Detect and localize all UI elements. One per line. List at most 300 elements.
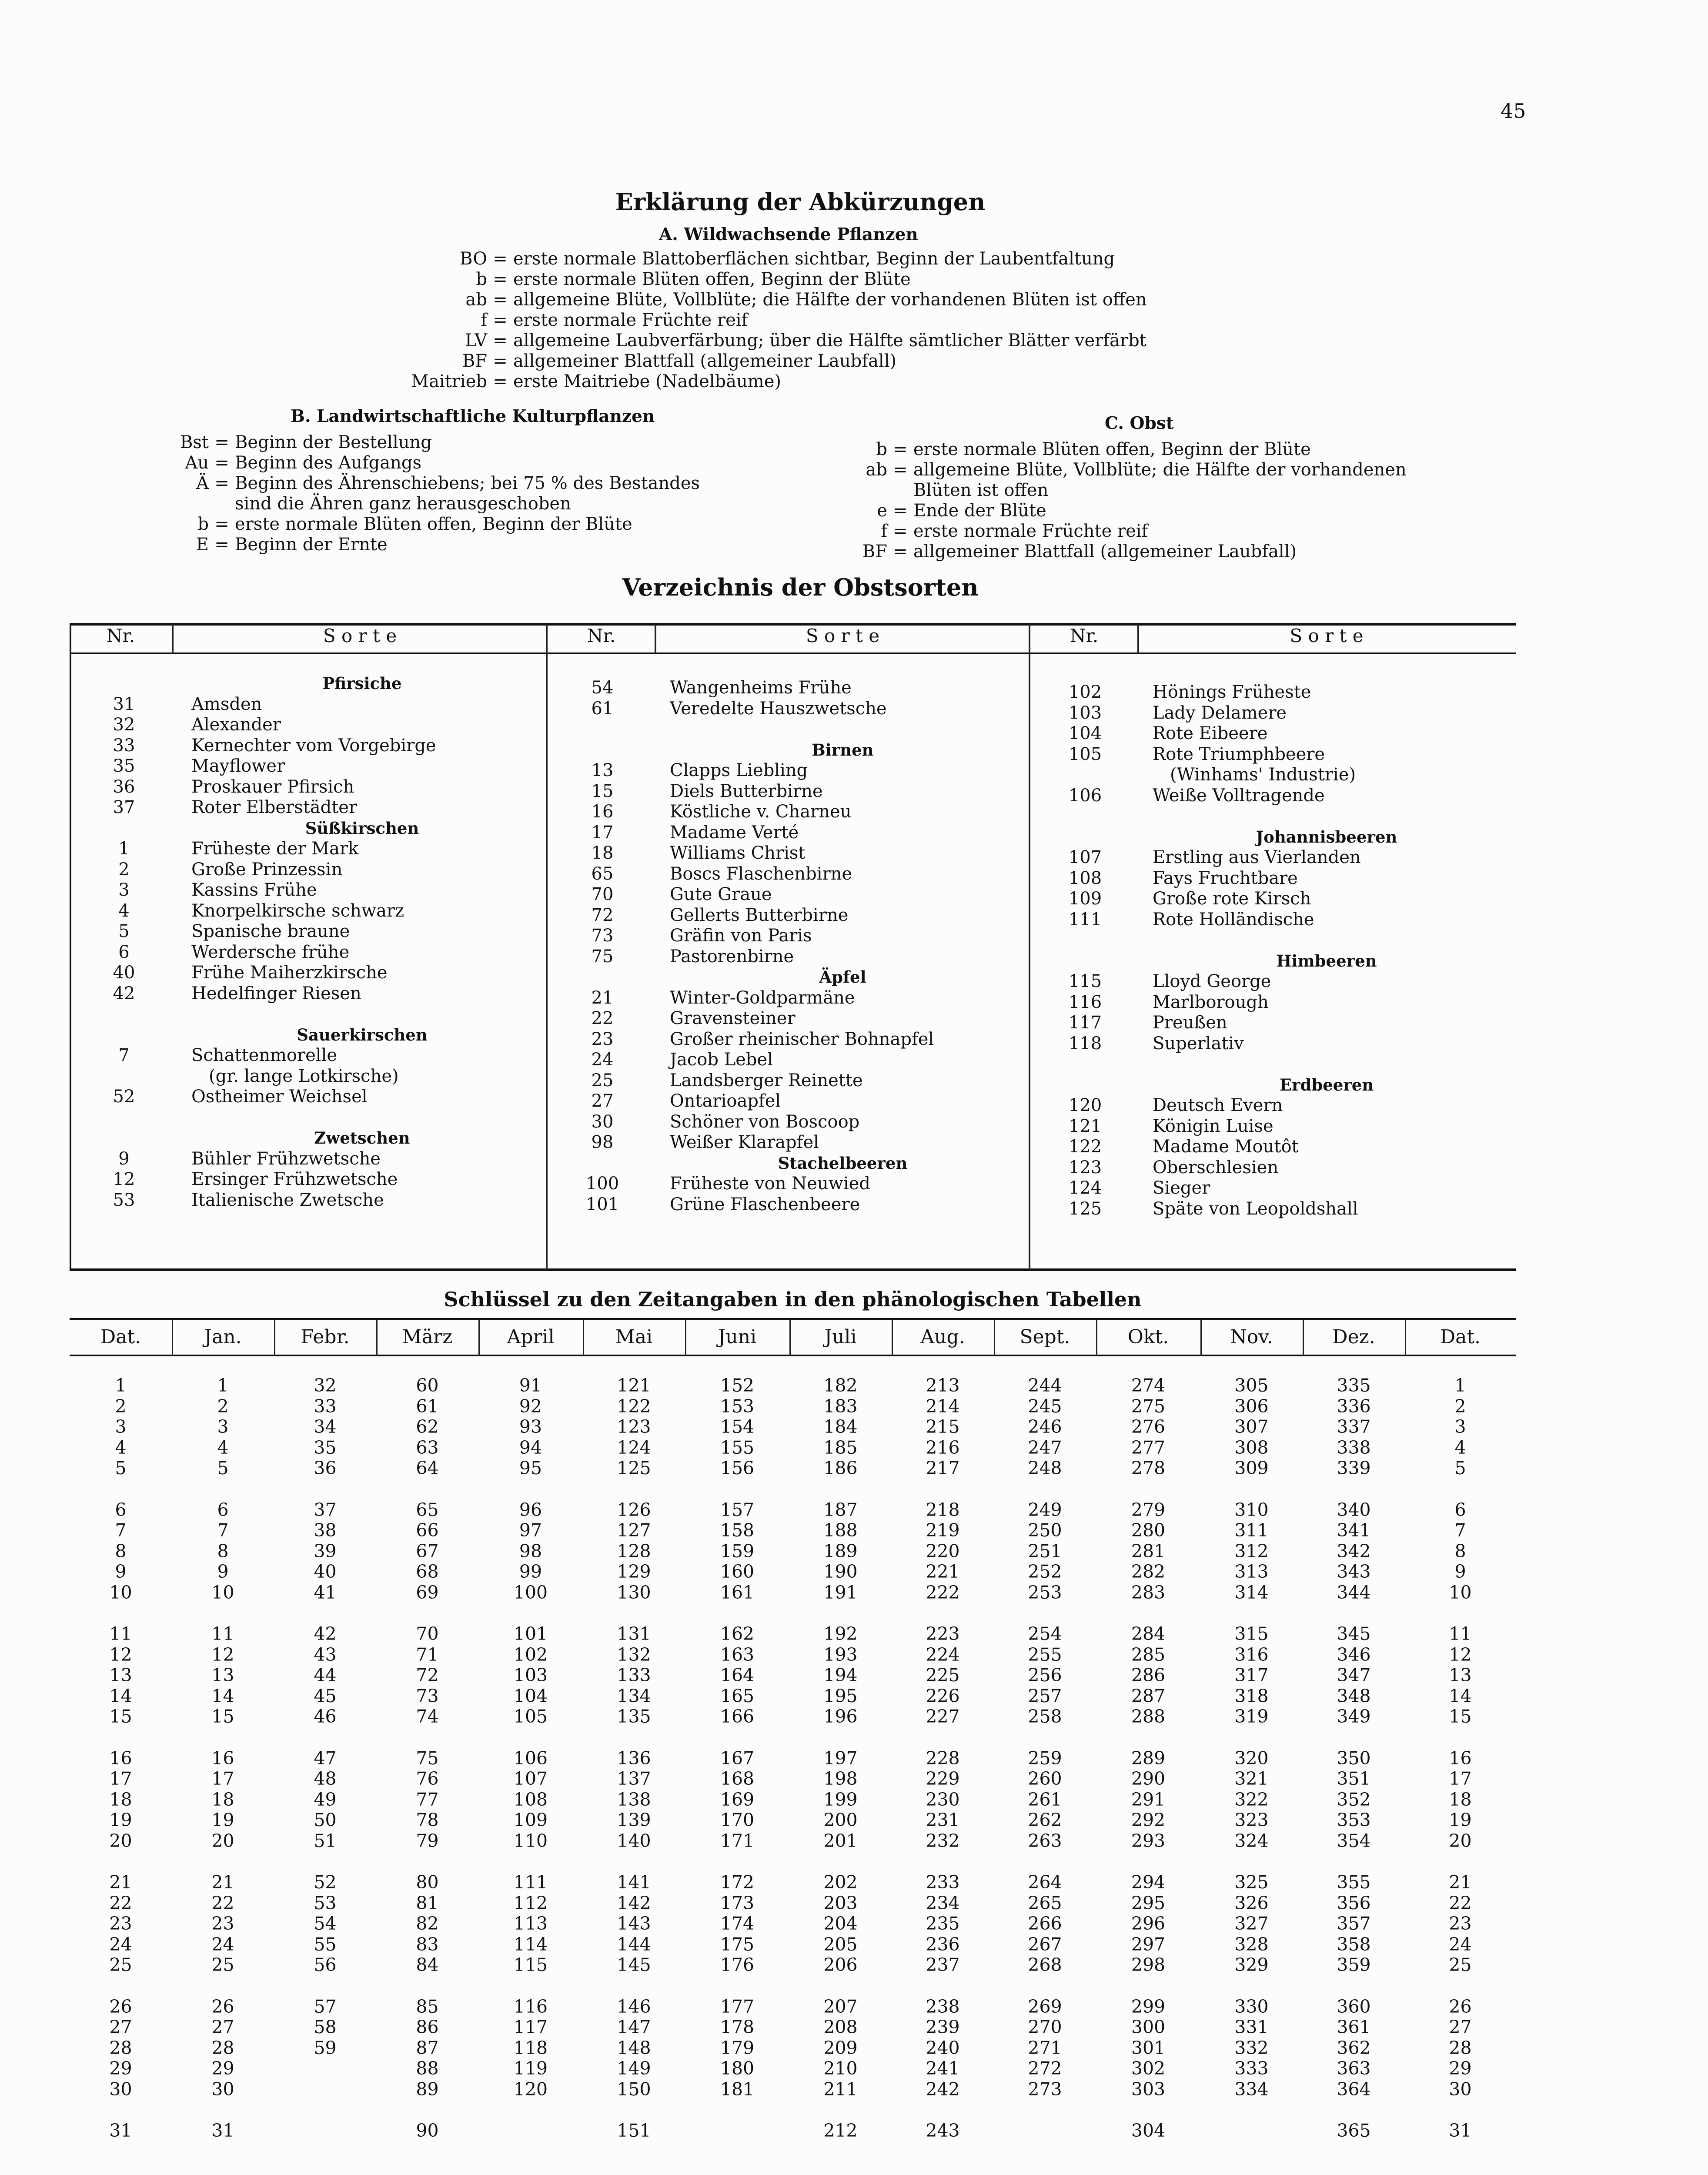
- variety-number: 42: [113, 983, 135, 1004]
- variety-name: Knorpelkirsche schwarz: [191, 900, 404, 921]
- key-table-header: Jan.: [204, 1326, 242, 1348]
- variety-name: Veredelte Hauszwetsche: [670, 698, 887, 719]
- variety-row: [548, 1071, 1029, 1091]
- key-table-header: Mai: [615, 1326, 653, 1348]
- key-table-cell: 25: [211, 1954, 234, 1975]
- key-table-cell: 271: [1028, 2037, 1062, 2058]
- key-table-cell: 360: [1337, 1996, 1371, 2017]
- key-table-cell: 296: [1131, 1913, 1166, 1934]
- key-table-cell: 246: [1028, 1416, 1062, 1437]
- key-table-cell: 208: [823, 2017, 858, 2038]
- abbreviation-text: erste normale Früchte reif: [513, 310, 748, 330]
- key-table-cell: 299: [1131, 1996, 1166, 2017]
- key-table-cell: 18: [211, 1789, 234, 1810]
- abbreviation-text: allgemeiner Blattfall (allgemeiner Laubfall): [513, 351, 897, 371]
- variety-name: Roter Elberstädter: [191, 797, 358, 817]
- key-table-cell: 45: [314, 1685, 337, 1707]
- variety-name: Rote Holländische: [1153, 909, 1314, 930]
- key-table-cell: 345: [1337, 1623, 1371, 1644]
- key-table-cell: 99: [519, 1561, 542, 1582]
- key-table-header: Okt.: [1127, 1326, 1169, 1348]
- variety-row: [548, 699, 1029, 719]
- variety-name: Ostheimer Weichsel: [191, 1087, 368, 1107]
- abbreviation-text: erste normale Blüten offen, Beginn der Blüte: [913, 439, 1311, 459]
- variety-number: 116: [1068, 992, 1102, 1012]
- variety-number: 36: [113, 776, 135, 797]
- variety-row: [1031, 1013, 1514, 1034]
- key-table-cell: 38: [314, 1520, 337, 1541]
- key-table-cell: 329: [1234, 1954, 1269, 1975]
- abbreviation-key: BF: [462, 351, 487, 371]
- key-table-cell: 64: [416, 1458, 439, 1479]
- variety-number: 16: [591, 802, 614, 822]
- variety-number: 2: [118, 859, 130, 880]
- key-table-cell: 213: [926, 1375, 960, 1396]
- key-table-cell: 216: [926, 1437, 960, 1458]
- key-table-cell: 195: [823, 1685, 858, 1707]
- key-table-cell: 16: [109, 1747, 132, 1769]
- variety-number: 101: [585, 1194, 619, 1215]
- variety-group-label: Johannisbeeren: [1256, 827, 1397, 847]
- variety-name: Kassins Frühe: [191, 880, 317, 900]
- key-table-cell: 13: [211, 1665, 234, 1686]
- key-table-cell: 260: [1028, 1768, 1062, 1789]
- variety-name: Marlborough: [1153, 992, 1269, 1012]
- key-table-cell: 184: [823, 1416, 858, 1437]
- key-table-title: Schlüssel zu den Zeitangaben in den phänologischen Tabellen: [444, 1288, 1142, 1311]
- variety-row: [1031, 992, 1514, 1013]
- key-table-cell: 26: [109, 1996, 132, 2017]
- key-table-cell: 67: [416, 1540, 439, 1562]
- key-table-cell: 101: [513, 1623, 548, 1644]
- key-table-cell: 273: [1028, 2078, 1062, 2100]
- variety-name: Späte von Leopoldshall: [1153, 1198, 1358, 1219]
- variety-name: Früheste der Mark: [191, 839, 359, 859]
- key-table-cell: 17: [211, 1768, 234, 1789]
- variety-name: Landsberger Reinette: [670, 1070, 863, 1091]
- variety-group-heading: [70, 673, 546, 694]
- equals-sign: =: [893, 542, 908, 562]
- key-table-cell: 336: [1337, 1395, 1371, 1417]
- key-table-cell: 328: [1234, 1934, 1269, 1955]
- key-table-cell: 90: [416, 2120, 439, 2141]
- key-table-cell: 50: [314, 1810, 337, 1830]
- variety-row: [548, 1174, 1029, 1195]
- spacer-row: [70, 1004, 546, 1025]
- key-table-cell: 76: [416, 1768, 439, 1789]
- key-table-cell: 74: [416, 1706, 439, 1727]
- abbreviation-text: erste normale Blüten offen, Beginn der Blüte: [235, 514, 632, 534]
- equals-sign: [209, 494, 235, 514]
- variety-number: 117: [1068, 1013, 1102, 1033]
- key-table-cell: 98: [519, 1540, 542, 1562]
- variety-number: 118: [1068, 1033, 1102, 1054]
- key-table-cell: 103: [513, 1665, 548, 1686]
- variety-number: 13: [591, 760, 614, 780]
- abbreviation-key: f: [481, 310, 487, 330]
- variety-row: [548, 947, 1029, 967]
- key-table-cell: 43: [314, 1644, 337, 1665]
- key-table-cell: 22: [109, 1892, 132, 1914]
- key-table-cell: 4: [1454, 1437, 1466, 1458]
- key-table-cell: 80: [416, 1872, 439, 1893]
- key-table-cell: 229: [926, 1768, 960, 1789]
- key-table-cell: 8: [115, 1540, 127, 1562]
- variety-name: Proskauer Pfirsich: [191, 776, 354, 797]
- variety-name: Früheste von Neuwied: [670, 1174, 870, 1194]
- variety-row: [1031, 1034, 1514, 1054]
- key-table-header: Dat.: [1440, 1326, 1481, 1348]
- key-table-cell: 146: [617, 1996, 651, 2017]
- key-table-cell: 24: [1449, 1934, 1472, 1955]
- key-table-cell: 23: [211, 1913, 234, 1934]
- variety-row: [548, 1112, 1029, 1133]
- key-table-cell: 222: [926, 1582, 960, 1603]
- key-table-cell: 39: [314, 1540, 337, 1562]
- abbreviation-text: allgemeine Laubverfärbung; über die Hälfte sämtlicher Blätter verfärbt: [513, 331, 1146, 351]
- key-table-cell: 104: [513, 1685, 548, 1707]
- key-table-cell: 21: [211, 1872, 234, 1893]
- key-table-cell: 14: [211, 1685, 234, 1707]
- key-table-cell: 254: [1028, 1623, 1062, 1644]
- key-table-header: Aug.: [920, 1326, 965, 1348]
- variety-number: 120: [1068, 1095, 1102, 1115]
- key-table-cell: 304: [1131, 2120, 1166, 2141]
- key-table-cell: 33: [314, 1395, 337, 1417]
- key-table-cell: 15: [1449, 1706, 1472, 1727]
- key-table-cell: 259: [1028, 1747, 1062, 1769]
- variety-name: Bühler Frühzwetsche: [191, 1148, 381, 1169]
- variety-name: Ersinger Frühzwetsche: [191, 1169, 398, 1189]
- key-table-cell: 180: [720, 2058, 755, 2079]
- key-table-cell: 194: [823, 1665, 858, 1686]
- key-table-cell: 131: [617, 1623, 651, 1644]
- variety-row: [548, 884, 1029, 905]
- variety-row: [70, 777, 546, 798]
- key-table-cell: 116: [513, 1996, 548, 2017]
- key-table-column: [1405, 1375, 1516, 2142]
- key-table-cell: 356: [1337, 1892, 1371, 1914]
- key-table-cell: 320: [1234, 1747, 1269, 1769]
- key-table-cell: 135: [617, 1706, 651, 1727]
- equals-sign: =: [493, 269, 508, 289]
- key-table-column: [892, 1375, 994, 2142]
- variety-group-heading: [1031, 827, 1514, 848]
- spacer-row: [548, 719, 1029, 740]
- key-table-cell: 311: [1234, 1520, 1269, 1541]
- key-table-cell: 136: [617, 1747, 651, 1769]
- key-table-cell: 176: [720, 1954, 755, 1975]
- key-table-cell: 169: [720, 1789, 755, 1810]
- key-table-cell: 82: [416, 1913, 439, 1934]
- key-table-cell: 70: [416, 1623, 439, 1644]
- variety-row: [70, 942, 546, 963]
- key-table-cell: 5: [217, 1458, 229, 1479]
- key-table-cell: [274, 2058, 376, 2079]
- variety-number: 115: [1068, 971, 1102, 991]
- variety-name: Madame Moutôt: [1153, 1137, 1299, 1157]
- key-table-header: Juni: [718, 1326, 757, 1348]
- variety-group-heading: [548, 1153, 1029, 1174]
- varieties-column: [1031, 682, 1514, 1219]
- key-table-column: [478, 1375, 583, 2142]
- spacer-row: [1031, 1054, 1514, 1075]
- key-table-cell: 221: [926, 1561, 960, 1582]
- key-table-cell: 127: [617, 1520, 651, 1541]
- abbreviation-key: Bst: [180, 432, 209, 452]
- key-table-cell: 107: [513, 1768, 548, 1789]
- key-table-cell: 32: [314, 1375, 337, 1396]
- section-c-list: [839, 439, 1407, 562]
- key-table-cell: 108: [513, 1789, 548, 1810]
- variety-number: 98: [591, 1132, 614, 1152]
- key-table-cell: 105: [513, 1706, 548, 1727]
- key-table-cell: 210: [823, 2058, 858, 2079]
- key-table-cell: 122: [617, 1395, 651, 1417]
- key-table-cell: 274: [1131, 1375, 1166, 1396]
- abbreviation-line: [148, 432, 700, 453]
- key-table-cell: 300: [1131, 2017, 1166, 2038]
- key-table-cell: [685, 2121, 789, 2142]
- variety-name: Königin Luise: [1153, 1116, 1273, 1136]
- key-table-cell: 141: [617, 1872, 651, 1893]
- abbreviation-line: [839, 480, 1407, 501]
- key-table-cell: 96: [519, 1499, 542, 1520]
- key-table-cell: 283: [1131, 1582, 1166, 1603]
- key-table-cell: 162: [720, 1623, 755, 1644]
- variety-row: [1031, 1137, 1514, 1158]
- abbreviation-line: [839, 439, 1407, 460]
- varieties-divider: [1029, 623, 1030, 1270]
- key-table-cell: 157: [720, 1499, 755, 1520]
- variety-name: Weißer Klarapfel: [670, 1132, 819, 1152]
- variety-number: 18: [591, 843, 614, 863]
- abbreviation-key: Ä: [196, 473, 209, 493]
- key-table-cell: 335: [1337, 1375, 1371, 1396]
- key-table-cell: 57: [314, 1996, 337, 2017]
- key-table-cell: 19: [109, 1810, 132, 1830]
- variety-row: [1031, 1199, 1514, 1220]
- equals-sign: =: [893, 460, 908, 480]
- key-table-cell: 155: [720, 1437, 755, 1458]
- key-table-cell: 238: [926, 1996, 960, 2017]
- key-table-cell: 62: [416, 1416, 439, 1437]
- variety-name: Werdersche frühe: [191, 942, 350, 962]
- key-table-cell: 16: [211, 1747, 234, 1769]
- key-table-cell: 16: [1449, 1747, 1472, 1769]
- key-table-cell: 173: [720, 1892, 755, 1914]
- key-table-cell: 310: [1234, 1499, 1269, 1520]
- variety-row: [70, 1190, 546, 1211]
- key-table-cell: 287: [1131, 1685, 1166, 1707]
- key-table-cell: 258: [1028, 1706, 1062, 1727]
- variety-name: Erstling aus Vierlanden: [1153, 847, 1361, 867]
- variety-number: 4: [118, 900, 130, 921]
- key-table-cell: 5: [115, 1458, 127, 1479]
- key-table-cell: 132: [617, 1644, 651, 1665]
- key-table-cell: 212: [823, 2120, 858, 2141]
- variety-name: Gräfin von Paris: [670, 926, 812, 946]
- variety-row: [70, 756, 546, 777]
- equals-sign: =: [493, 290, 508, 310]
- varieties-header-rule: [70, 652, 1516, 654]
- key-table-cell: 114: [513, 1934, 548, 1955]
- section-a-list: [391, 249, 1147, 392]
- key-table-cell: 286: [1131, 1665, 1166, 1686]
- key-table-cell: 316: [1234, 1644, 1269, 1665]
- key-table-cell: 133: [617, 1665, 651, 1686]
- abbreviation-line: [391, 351, 1147, 371]
- abbreviation-line: [148, 535, 700, 555]
- key-table-column: [274, 1375, 376, 2142]
- variety-number: 7: [118, 1045, 130, 1065]
- key-table-cell: 200: [823, 1810, 858, 1830]
- key-table-cell: 354: [1337, 1830, 1371, 1851]
- key-table-cell: 29: [211, 2058, 234, 2079]
- varieties-bottom-rule: [70, 1268, 1516, 1271]
- key-table-cell: 206: [823, 1954, 858, 1975]
- variety-row: [548, 1029, 1029, 1050]
- key-table-cell: 73: [416, 1685, 439, 1707]
- variety-row: [1031, 910, 1514, 930]
- key-table-cell: 196: [823, 1706, 858, 1727]
- key-table-cell: 263: [1028, 1830, 1062, 1851]
- key-table-cell: 26: [211, 1996, 234, 2017]
- key-table-cell: 13: [109, 1665, 132, 1686]
- key-table-cell: 262: [1028, 1810, 1062, 1830]
- key-table-cell: 348: [1337, 1685, 1371, 1707]
- key-table-cell: 265: [1028, 1892, 1062, 1914]
- key-table-cell: 91: [519, 1375, 542, 1396]
- variety-name: Grüne Flaschenbeere: [670, 1194, 860, 1215]
- variety-row: [70, 860, 546, 880]
- variety-name: Große rote Kirsch: [1153, 889, 1311, 909]
- key-table-cell: 215: [926, 1416, 960, 1437]
- varieties-divider: [1137, 623, 1139, 654]
- key-table-cell: 252: [1028, 1561, 1062, 1582]
- key-table-cell: 313: [1234, 1561, 1269, 1582]
- key-table-cell: 63: [416, 1437, 439, 1458]
- variety-row: [70, 963, 546, 984]
- abbreviation-key: BF: [862, 542, 887, 562]
- key-table-cell: [478, 2121, 583, 2142]
- key-table-cell: 189: [823, 1540, 858, 1562]
- key-table-cell: 340: [1337, 1499, 1371, 1520]
- key-table-cell: 232: [926, 1830, 960, 1851]
- abbreviation-text: Ende der Blüte: [913, 501, 1046, 521]
- key-table-cell: 167: [720, 1747, 755, 1769]
- key-table-cell: 8: [1454, 1540, 1466, 1562]
- equals-sign: =: [493, 249, 508, 269]
- key-table-cell: 323: [1234, 1810, 1269, 1830]
- key-table-cell: 10: [211, 1582, 234, 1603]
- key-table-cell: 28: [211, 2037, 234, 2058]
- key-table-cell: 284: [1131, 1623, 1166, 1644]
- key-table-cell: 349: [1337, 1706, 1371, 1727]
- key-table-cell: 330: [1234, 1996, 1269, 2017]
- variety-number: 53: [113, 1190, 135, 1210]
- variety-number: 104: [1068, 723, 1102, 743]
- variety-number: 70: [591, 884, 614, 904]
- page-number: 45: [1501, 99, 1526, 123]
- key-table-cell: [1200, 2121, 1303, 2142]
- variety-group-label: Süßkirschen: [305, 818, 419, 838]
- key-table-cell: 285: [1131, 1644, 1166, 1665]
- spacer-row: [70, 1108, 546, 1128]
- key-table-cell: 322: [1234, 1789, 1269, 1810]
- key-table-cell: 15: [211, 1706, 234, 1727]
- key-table-cell: 2: [217, 1395, 229, 1417]
- variety-row: [1031, 682, 1514, 703]
- key-table-cell: 342: [1337, 1540, 1371, 1562]
- key-table-cell: 363: [1337, 2058, 1371, 2079]
- variety-name: Schattenmorelle: [191, 1045, 338, 1065]
- variety-number: 12: [113, 1169, 135, 1189]
- key-table-cell: 192: [823, 1623, 858, 1644]
- key-table-cell: 31: [211, 2120, 234, 2141]
- variety-number: 65: [591, 863, 614, 884]
- key-table-header-rule: [70, 1355, 1516, 1356]
- key-table-cell: 230: [926, 1789, 960, 1810]
- key-table-cell: 326: [1234, 1892, 1269, 1914]
- variety-name: Diels Butterbirne: [670, 781, 823, 801]
- key-table-cell: 21: [109, 1872, 132, 1893]
- abbreviation-key: Au: [185, 453, 209, 473]
- key-table-cell: 72: [416, 1665, 439, 1686]
- variety-number: 124: [1068, 1178, 1102, 1198]
- abbreviation-text: erste normale Blüten offen, Beginn der Blüte: [513, 269, 911, 289]
- key-table-cell: 144: [617, 1934, 651, 1955]
- key-table-cell: 182: [823, 1375, 858, 1396]
- key-table-cell: 177: [720, 1996, 755, 2017]
- key-table-cell: 149: [617, 2058, 651, 2079]
- equals-sign: =: [493, 371, 508, 392]
- variety-row: [1031, 889, 1514, 910]
- key-table-cell: 308: [1234, 1437, 1269, 1458]
- key-table-cell: 7: [217, 1520, 229, 1541]
- key-table-cell: 344: [1337, 1582, 1371, 1603]
- abbreviation-key: e: [877, 501, 887, 521]
- key-table-cell: 156: [720, 1458, 755, 1479]
- key-table-cell: 225: [926, 1665, 960, 1686]
- key-table-cell: 352: [1337, 1789, 1371, 1810]
- key-table-cell: 234: [926, 1892, 960, 1914]
- key-table-cell: 193: [823, 1644, 858, 1665]
- key-table-cell: 223: [926, 1623, 960, 1644]
- key-table-cell: 272: [1028, 2058, 1062, 2079]
- key-table-cell: 334: [1234, 2078, 1269, 2100]
- abbreviation-key: f: [881, 521, 887, 541]
- abbreviation-line: [148, 453, 700, 473]
- abbreviation-key: Maitrieb: [411, 371, 487, 392]
- variety-name: Spanische braune: [191, 921, 350, 941]
- key-table-cell: 249: [1028, 1499, 1062, 1520]
- key-table-cell: 60: [416, 1375, 439, 1396]
- variety-number: 121: [1068, 1116, 1102, 1136]
- key-table-cell: 277: [1131, 1437, 1166, 1458]
- key-table-cell: 24: [109, 1934, 132, 1955]
- key-table-cell: 77: [416, 1789, 439, 1810]
- key-table-cell: 202: [823, 1872, 858, 1893]
- abbreviation-key: LV: [465, 331, 487, 351]
- key-table-cell: 44: [314, 1665, 337, 1686]
- variety-group-heading: [70, 818, 546, 839]
- key-table-cell: 309: [1234, 1458, 1269, 1479]
- variety-row: [70, 984, 546, 1004]
- variety-name: Alexander: [191, 715, 281, 735]
- key-table-cell: 37: [314, 1499, 337, 1520]
- variety-number: 122: [1068, 1137, 1102, 1157]
